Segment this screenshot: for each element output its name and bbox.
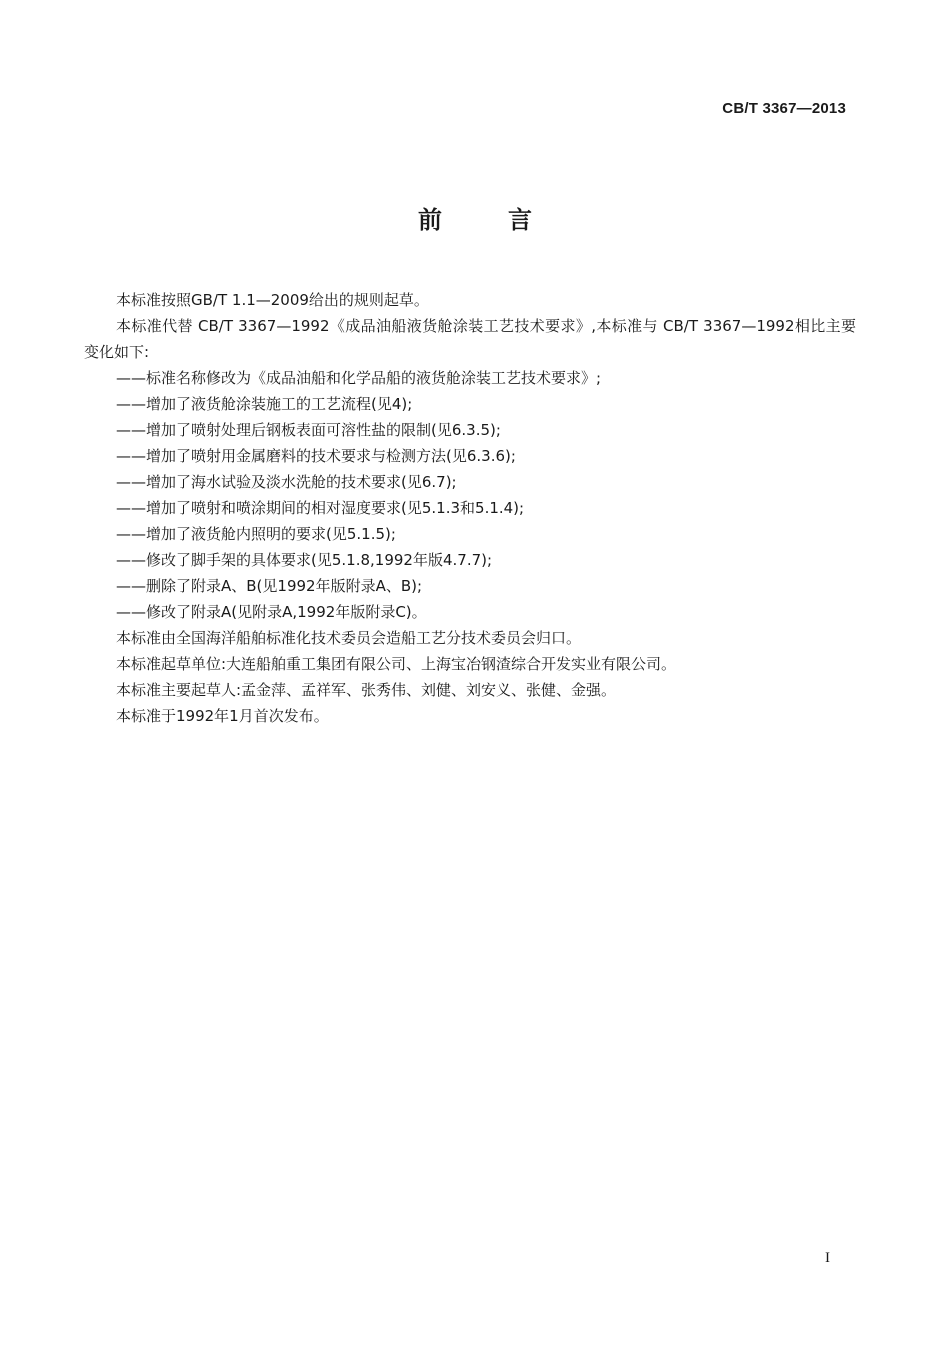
change-item: ——增加了喷射用金属磨料的技术要求与检测方法(见6.3.6);	[116, 447, 516, 465]
paragraph-drafting-units: 本标准起草单位:大连船舶重工集团有限公司、上海宝冶钢渣综合开发实业有限公司。	[116, 655, 677, 673]
paragraph-drafters: 本标准主要起草人:孟金萍、孟祥军、张秀伟、刘健、刘安义、张健、金强。	[116, 681, 617, 699]
paragraph-drafting-rules: 本标准按照GB/T 1.1—2009给出的规则起草。	[116, 291, 429, 309]
change-item: ——增加了液货舱涂装施工的工艺流程(见4);	[116, 395, 413, 413]
change-item: ——删除了附录A、B(见1992年版附录A、B);	[116, 577, 423, 595]
paragraph-first-release: 本标准于1992年1月首次发布。	[116, 707, 329, 725]
change-item: ——标准名称修改为《成品油船和化学品船的液货舱涂装工艺技术要求》;	[116, 369, 602, 387]
change-item: ——增加了液货舱内照明的要求(见5.1.5);	[116, 525, 396, 543]
page-title-char-1: 前	[418, 206, 442, 234]
paragraph-responsible-committee: 本标准由全国海洋船舶标准化技术委员会造船工艺分技术委员会归口。	[116, 629, 582, 647]
page-title	[0, 200, 950, 235]
paragraph-replacement: 本标准代替 CB/T 3367—1992《成品油船液货舱涂装工艺技术要求》,本标准与 CB/T 3367—1992相比主要变化如下:	[84, 317, 856, 361]
change-item: ——增加了海水试验及淡水洗舱的技术要求(见6.7);	[116, 473, 457, 491]
change-item: ——修改了脚手架的具体要求(见5.1.8,1992年版4.7.7);	[116, 551, 493, 569]
document-code: CB/T 3367—2013	[722, 100, 846, 117]
foreword-body	[84, 287, 856, 729]
change-item: ——修改了附录A(见附录A,1992年版附录C)。	[116, 603, 427, 621]
change-item: ——增加了喷射处理后钢板表面可溶性盐的限制(见6.3.5);	[116, 421, 501, 439]
page-number: I	[825, 1250, 830, 1266]
page-title-char-2: 言	[508, 206, 532, 234]
change-item: ——增加了喷射和喷涂期间的相对湿度要求(见5.1.3和5.1.4);	[116, 499, 525, 517]
